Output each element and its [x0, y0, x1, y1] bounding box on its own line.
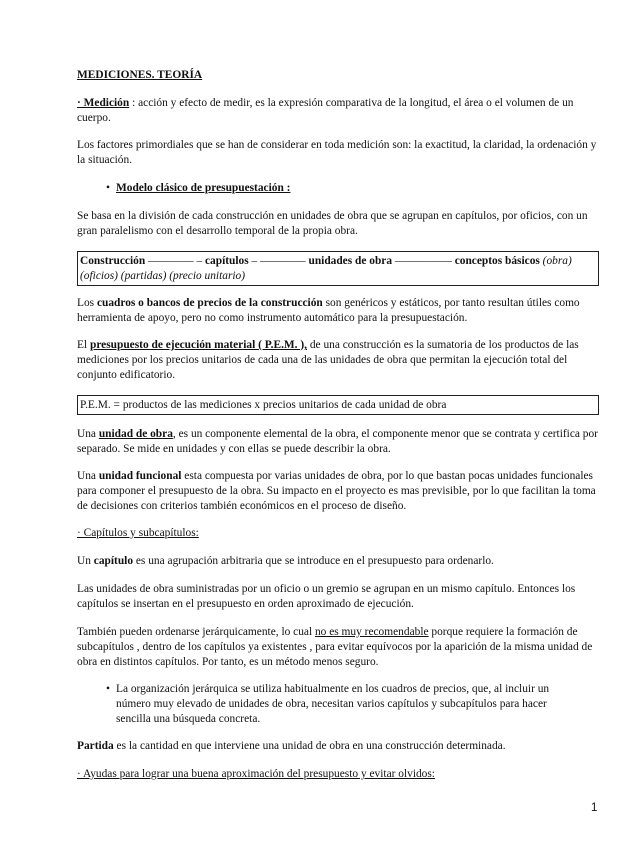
- paragraph-capitulo: [77, 554, 599, 569]
- term-medicion: · Medición: [77, 97, 130, 109]
- paragraph-jerarquica-pre: También pueden ordenarse jerárquicamente, lo cual: [77, 626, 315, 638]
- scheme-sep-2: – ————: [248, 255, 309, 267]
- bullet-organizacion: La organización jerárquica se utiliza habitualmente en los cuadros de precios, que, al incluir un número muy elevado de unidades de obra, necesitan varios capítulos y subcapítulos para hacer sencilla una búsqueda concreta.: [116, 683, 550, 725]
- paragraph-medicion: [77, 96, 599, 126]
- paragraph-pem: [77, 338, 599, 383]
- paragraph-pem-post: de una construcción es la sumatoria de los productos de las mediciones por los precios unitarios de cada una de las unidades de obra que permitan la ejecución total del conjunto edificatorio.: [77, 339, 579, 381]
- scheme-obra: (obra): [539, 255, 572, 267]
- paragraph-unidad-funcional-pre: Una: [77, 470, 99, 482]
- scheme-line-1: [80, 254, 596, 269]
- term-capitulo: capítulo: [93, 555, 134, 567]
- term-unidad-funcional: unidad funcional: [98, 470, 182, 482]
- term-unidad-obra: unidad de obra: [98, 428, 173, 440]
- paragraph-partida-post: es la cantidad en que interviene una unidad de obra en una construcción determinada.: [113, 740, 506, 752]
- paragraph-division: Se basa en la división de cada construcción en unidades de obra que se agrupan en capítulos, por oficios, con un gran paralelismo con el desarrollo temporal de la propia obra.: [77, 210, 588, 237]
- paragraph-unidades-suministradas: Las unidades de obra suministradas por un oficio o un gremio se agrupan en un mismo capítulo. Entonces los capítulos se insertan en el presupuesto en orden aproximado de ejecución.: [77, 583, 576, 610]
- paragraph-cuadros-pre: Los: [77, 297, 97, 309]
- paragraph-cuadros: [77, 296, 599, 326]
- paragraph-jerarquica: [77, 625, 599, 670]
- scheme-unidades: unidades de obra: [308, 255, 393, 267]
- document-title: MEDICIONES. TEORÍA: [77, 69, 203, 81]
- paragraph-unidad-funcional-post: esta compuesta por varias unidades de obra, por lo que bastan pocas unidades funcionales para componer el presupuesto de la obra. Su impacto en el proyecto es mas previsible, por lo que facilitan la toma de decisiones con criterios también económicos en el proceso de diseño.: [77, 470, 596, 512]
- paragraph-unidad-obra-pre: Una: [77, 428, 99, 440]
- paragraph-jerarquica-post: porque requiere la formación de subcapítulos , dentro de los capítulos ya existentes , para evitar equívocos por la aparición de la misma unidad de obra en distintos capítulos. Por tanto, es un método menos seguro.: [77, 626, 593, 668]
- paragraph-cuadros-post: son genéricos y estáticos, por tanto resultan útiles como herramienta de apoyo, pero no como instrumento automático para la presupuestación.: [77, 297, 580, 324]
- heading-ayudas: · Ayudas para lograr una buena aproximación del presupuesto y evitar olvidos:: [77, 768, 435, 780]
- heading-modelo-clasico: Modelo clásico de presupuestación :: [116, 182, 291, 194]
- scheme-line-2: (oficios) (partidas) (precio unitario): [80, 270, 246, 282]
- term-pem: presupuesto de ejecución material ( P.E.M. ),: [89, 339, 308, 351]
- paragraph-medicion-text: : acción y efecto de medir, es la expresión comparativa de la longitud, el área o el volumen de un cuerpo.: [77, 97, 574, 124]
- scheme-capitulos: capítulos: [205, 255, 249, 267]
- scheme-sep-3: —————: [392, 255, 455, 267]
- page-number: 1: [591, 802, 598, 814]
- term-no-recomendable: no es muy recomendable: [314, 626, 429, 638]
- bullet-glyph-2: •: [106, 683, 110, 695]
- paragraph-unidad-obra-post: , es un componente elemental de la obra, el componente menor que se contrata y certifica por separado. Se mide en unidades y con ellas se puede describir la obra.: [77, 428, 598, 455]
- paragraph-capitulo-pre: Un: [77, 555, 94, 567]
- scheme-conceptos: conceptos básicos: [454, 255, 540, 267]
- scheme-sep-1: ———— –: [145, 255, 205, 267]
- paragraph-partida: [77, 739, 599, 754]
- scheme-box: [77, 251, 599, 286]
- bullet-glyph-1: •: [106, 182, 110, 194]
- heading-capitulos: · Capítulos y subcapítulos:: [77, 527, 199, 539]
- paragraph-unidad-obra: [77, 427, 599, 457]
- paragraph-unidad-funcional: [77, 469, 599, 514]
- term-cuadros: cuadros o bancos de precios de la construcción: [96, 297, 323, 309]
- term-partida: Partida: [77, 740, 114, 752]
- formula-box: P.E.M. = productos de las mediciones x precios unitarios de cada unidad de obra: [77, 395, 599, 415]
- scheme-construccion: Construcción: [80, 255, 146, 267]
- paragraph-capitulo-post: es una agrupación arbitraria que se introduce en el presupuesto para ordenarlo.: [133, 555, 494, 567]
- paragraph-pem-pre: El: [77, 339, 90, 351]
- paragraph-factores: Los factores primordiales que se han de considerar en toda medición son: la exactitud, la claridad, la ordenación y la situación.: [77, 139, 597, 166]
